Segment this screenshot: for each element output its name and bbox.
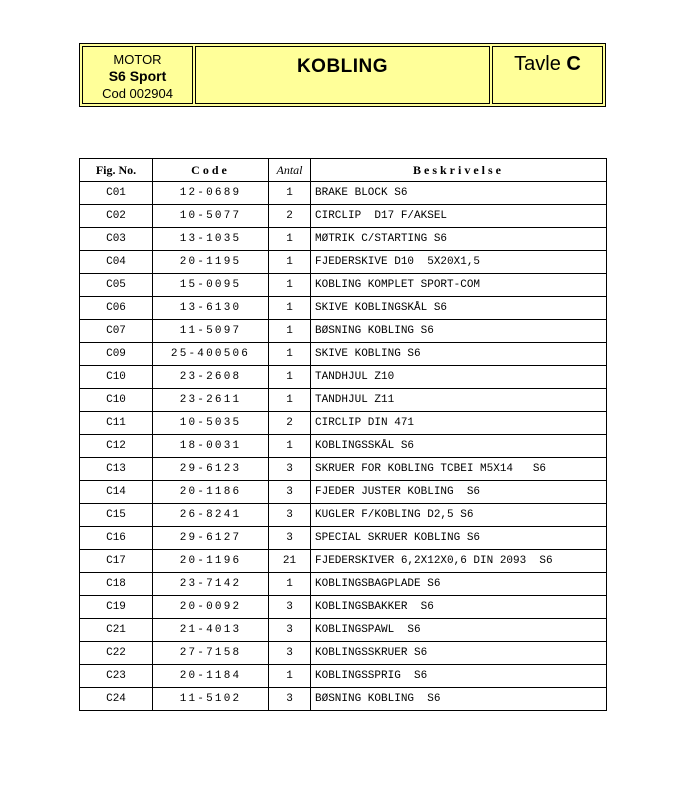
header-code: Code: [153, 159, 269, 182]
table-row: [80, 527, 607, 550]
description-cell: CIRCLIP D17 F/AKSEL: [311, 205, 607, 228]
table-row: [80, 182, 607, 205]
code-cell: 20-1186: [153, 481, 269, 504]
code-cell: 10-5077: [153, 205, 269, 228]
header-antal: Antal: [269, 159, 311, 182]
antal-cell: 21: [269, 550, 311, 573]
code-cell: 20-1184: [153, 665, 269, 688]
description-cell: SKIVE KOBLINGSKÅL S6: [311, 297, 607, 320]
antal-cell: 1: [269, 182, 311, 205]
fig-cell: C11: [80, 412, 153, 435]
table-row: [80, 550, 607, 573]
fig-cell: C07: [80, 320, 153, 343]
fig-cell: C02: [80, 205, 153, 228]
code-cell: 20-0092: [153, 596, 269, 619]
fig-cell: C21: [80, 619, 153, 642]
antal-cell: 1: [269, 274, 311, 297]
fig-cell: C12: [80, 435, 153, 458]
fig-cell: C24: [80, 688, 153, 711]
antal-cell: 1: [269, 320, 311, 343]
description-cell: TANDHJUL Z10: [311, 366, 607, 389]
code-cell: 23-2608: [153, 366, 269, 389]
fig-cell: C16: [80, 527, 153, 550]
table-row: [80, 228, 607, 251]
antal-cell: 3: [269, 504, 311, 527]
table-row: [80, 297, 607, 320]
parts-table-body: [80, 182, 607, 711]
table-row: [80, 435, 607, 458]
table-row: [80, 481, 607, 504]
description-cell: FJEDER JUSTER KOBLING S6: [311, 481, 607, 504]
description-cell: BØSNING KOBLING S6: [311, 688, 607, 711]
antal-cell: 3: [269, 688, 311, 711]
document-header: [79, 43, 606, 107]
description-cell: FJEDERSKIVER 6,2X12X0,6 DIN 2093 S6: [311, 550, 607, 573]
motor-code: Cod 002904: [102, 86, 173, 101]
description-cell: SPECIAL SKRUER KOBLING S6: [311, 527, 607, 550]
header-beskrivelse: Beskrivelse: [311, 159, 607, 182]
fig-cell: C17: [80, 550, 153, 573]
antal-cell: 1: [269, 435, 311, 458]
table-row: [80, 366, 607, 389]
table-row: [80, 642, 607, 665]
code-cell: 25-400506: [153, 343, 269, 366]
table-row: [80, 619, 607, 642]
fig-cell: C06: [80, 297, 153, 320]
code-cell: 20-1196: [153, 550, 269, 573]
title-cell: [195, 46, 490, 104]
description-cell: KUGLER F/KOBLING D2,5 S6: [311, 504, 607, 527]
description-cell: TANDHJUL Z11: [311, 389, 607, 412]
code-cell: 29-6127: [153, 527, 269, 550]
antal-cell: 1: [269, 297, 311, 320]
table-row: [80, 412, 607, 435]
fig-cell: C13: [80, 458, 153, 481]
description-cell: KOBLINGSBAKKER S6: [311, 596, 607, 619]
table-row: [80, 343, 607, 366]
antal-cell: 1: [269, 573, 311, 596]
table-row: [80, 573, 607, 596]
table-header-row: [80, 159, 607, 182]
antal-cell: 2: [269, 205, 311, 228]
antal-cell: 3: [269, 619, 311, 642]
table-row: [80, 665, 607, 688]
fig-cell: C10: [80, 366, 153, 389]
code-cell: 18-0031: [153, 435, 269, 458]
description-cell: MØTRIK C/STARTING S6: [311, 228, 607, 251]
table-row: [80, 320, 607, 343]
table-row: [80, 274, 607, 297]
antal-cell: 1: [269, 389, 311, 412]
code-cell: 10-5035: [153, 412, 269, 435]
table-row: [80, 504, 607, 527]
code-cell: 13-6130: [153, 297, 269, 320]
fig-cell: C18: [80, 573, 153, 596]
code-cell: 27-7158: [153, 642, 269, 665]
table-row: [80, 389, 607, 412]
code-cell: 15-0095: [153, 274, 269, 297]
tavle-cell: [492, 46, 603, 104]
table-row: [80, 205, 607, 228]
antal-cell: 3: [269, 481, 311, 504]
fig-cell: C15: [80, 504, 153, 527]
antal-cell: 2: [269, 412, 311, 435]
table-row: [80, 251, 607, 274]
code-cell: 12-0689: [153, 182, 269, 205]
fig-cell: C19: [80, 596, 153, 619]
code-cell: 23-7142: [153, 573, 269, 596]
code-cell: 21-4013: [153, 619, 269, 642]
fig-cell: C22: [80, 642, 153, 665]
description-cell: BØSNING KOBLING S6: [311, 320, 607, 343]
antal-cell: 3: [269, 642, 311, 665]
code-cell: 26-8241: [153, 504, 269, 527]
description-cell: KOBLINGSBAGPLADE S6: [311, 573, 607, 596]
fig-cell: C05: [80, 274, 153, 297]
code-cell: 29-6123: [153, 458, 269, 481]
fig-cell: C01: [80, 182, 153, 205]
table-row: [80, 596, 607, 619]
tavle-indicator: [493, 53, 602, 76]
description-cell: BRAKE BLOCK S6: [311, 182, 607, 205]
tavle-letter: C: [566, 53, 581, 75]
description-cell: KOBLINGSPAWL S6: [311, 619, 607, 642]
description-cell: KOBLINGSSPRIG S6: [311, 665, 607, 688]
fig-cell: C14: [80, 481, 153, 504]
description-cell: FJEDERSKIVE D10 5X20X1,5: [311, 251, 607, 274]
parts-table: [79, 158, 607, 711]
code-cell: 13-1035: [153, 228, 269, 251]
description-cell: KOBLINGSSKÅL S6: [311, 435, 607, 458]
description-cell: KOBLINGSSKRUER S6: [311, 642, 607, 665]
fig-cell: C04: [80, 251, 153, 274]
motor-label: MOTOR: [113, 52, 162, 67]
antal-cell: 3: [269, 527, 311, 550]
table-row: [80, 688, 607, 711]
motor-info-cell: [82, 46, 193, 104]
antal-cell: 3: [269, 458, 311, 481]
antal-cell: 1: [269, 343, 311, 366]
code-cell: 20-1195: [153, 251, 269, 274]
fig-cell: C03: [80, 228, 153, 251]
fig-cell: C10: [80, 389, 153, 412]
code-cell: 11-5097: [153, 320, 269, 343]
fig-cell: C23: [80, 665, 153, 688]
antal-cell: 1: [269, 251, 311, 274]
code-cell: 23-2611: [153, 389, 269, 412]
code-cell: 11-5102: [153, 688, 269, 711]
description-cell: KOBLING KOMPLET SPORT-COM: [311, 274, 607, 297]
description-cell: SKIVE KOBLING S6: [311, 343, 607, 366]
table-row: [80, 458, 607, 481]
antal-cell: 1: [269, 665, 311, 688]
description-cell: CIRCLIP DIN 471: [311, 412, 607, 435]
antal-cell: 3: [269, 596, 311, 619]
fig-cell: C09: [80, 343, 153, 366]
description-cell: SKRUER FOR KOBLING TCBEI M5X14 S6: [311, 458, 607, 481]
page-title: KOBLING: [296, 56, 389, 77]
motor-model: S6 Sport: [108, 68, 167, 84]
tavle-label: Tavle: [514, 53, 561, 75]
header-fig-no: Fig. No.: [80, 159, 153, 182]
antal-cell: 1: [269, 228, 311, 251]
antal-cell: 1: [269, 366, 311, 389]
